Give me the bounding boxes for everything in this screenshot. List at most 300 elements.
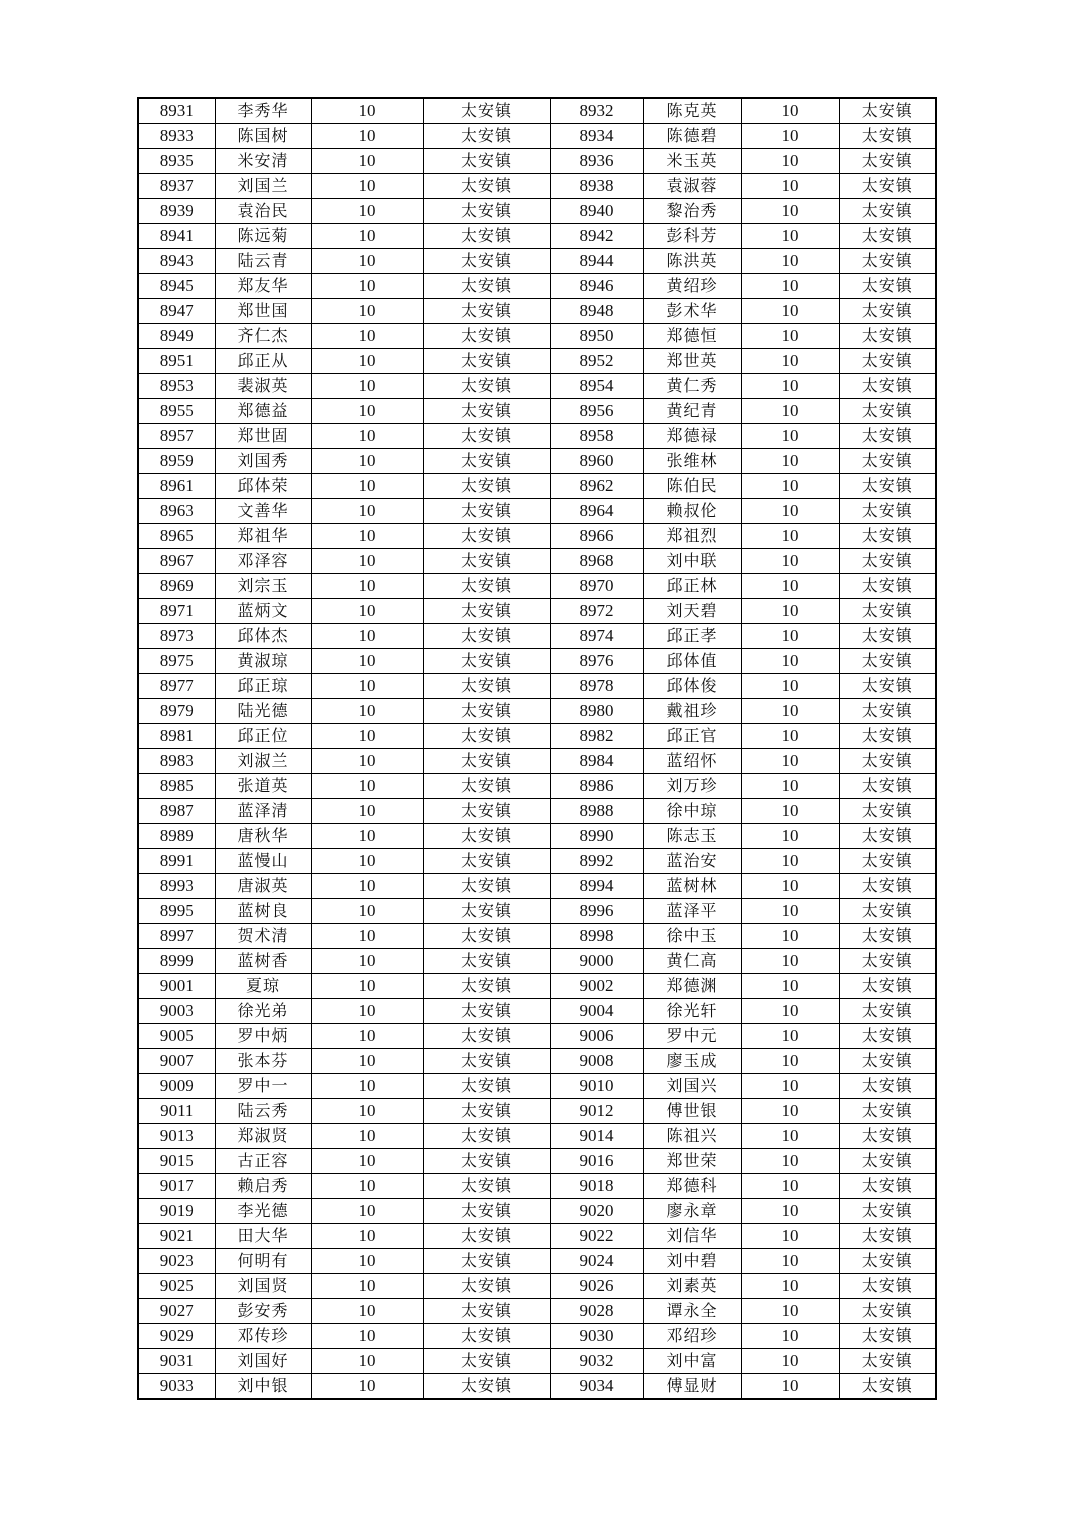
person-name-cell: 袁淑蓉 bbox=[643, 174, 741, 199]
town-name-cell: 太安镇 bbox=[423, 399, 550, 424]
amount-cell: 10 bbox=[311, 449, 423, 474]
amount-cell: 10 bbox=[311, 349, 423, 374]
town-name-cell: 太安镇 bbox=[839, 924, 936, 949]
record-id-cell: 8965 bbox=[138, 524, 215, 549]
record-id-cell: 9014 bbox=[550, 1124, 643, 1149]
table-row bbox=[138, 999, 936, 1024]
record-id-cell: 8931 bbox=[138, 98, 215, 124]
table-row bbox=[138, 724, 936, 749]
town-name-cell: 太安镇 bbox=[839, 849, 936, 874]
amount-cell: 10 bbox=[741, 974, 839, 999]
person-name-cell: 罗中一 bbox=[215, 1074, 311, 1099]
person-name-cell: 蓝绍怀 bbox=[643, 749, 741, 774]
table-row bbox=[138, 274, 936, 299]
town-name-cell: 太安镇 bbox=[839, 824, 936, 849]
town-name-cell: 太安镇 bbox=[839, 1174, 936, 1199]
town-name-cell: 太安镇 bbox=[839, 149, 936, 174]
table-row bbox=[138, 174, 936, 199]
person-name-cell: 郑世荣 bbox=[643, 1149, 741, 1174]
town-name-cell: 太安镇 bbox=[839, 624, 936, 649]
person-name-cell: 张维林 bbox=[643, 449, 741, 474]
table-row bbox=[138, 474, 936, 499]
amount-cell: 10 bbox=[311, 199, 423, 224]
table-row bbox=[138, 774, 936, 799]
town-name-cell: 太安镇 bbox=[839, 699, 936, 724]
amount-cell: 10 bbox=[311, 1199, 423, 1224]
record-id-cell: 8971 bbox=[138, 599, 215, 624]
record-id-cell: 8959 bbox=[138, 449, 215, 474]
person-name-cell: 邱体俊 bbox=[643, 674, 741, 699]
person-name-cell: 罗中炳 bbox=[215, 1024, 311, 1049]
table-row bbox=[138, 599, 936, 624]
town-name-cell: 太安镇 bbox=[839, 1024, 936, 1049]
record-id-cell: 8980 bbox=[550, 699, 643, 724]
person-name-cell: 黄仁秀 bbox=[643, 374, 741, 399]
person-name-cell: 罗中元 bbox=[643, 1024, 741, 1049]
record-id-cell: 8988 bbox=[550, 799, 643, 824]
record-id-cell: 8932 bbox=[550, 98, 643, 124]
table-row bbox=[138, 224, 936, 249]
amount-cell: 10 bbox=[741, 1374, 839, 1400]
person-name-cell: 黄仁高 bbox=[643, 949, 741, 974]
amount-cell: 10 bbox=[311, 424, 423, 449]
person-name-cell: 裴淑英 bbox=[215, 374, 311, 399]
amount-cell: 10 bbox=[741, 174, 839, 199]
person-name-cell: 刘国秀 bbox=[215, 449, 311, 474]
record-id-cell: 8995 bbox=[138, 899, 215, 924]
amount-cell: 10 bbox=[741, 299, 839, 324]
record-id-cell: 8954 bbox=[550, 374, 643, 399]
town-name-cell: 太安镇 bbox=[839, 1299, 936, 1324]
town-name-cell: 太安镇 bbox=[423, 1099, 550, 1124]
record-id-cell: 8992 bbox=[550, 849, 643, 874]
record-id-cell: 9025 bbox=[138, 1274, 215, 1299]
amount-cell: 10 bbox=[311, 399, 423, 424]
person-name-cell: 陈祖兴 bbox=[643, 1124, 741, 1149]
person-name-cell: 蓝泽清 bbox=[215, 799, 311, 824]
person-name-cell: 谭永全 bbox=[643, 1299, 741, 1324]
person-name-cell: 郑淑贤 bbox=[215, 1124, 311, 1149]
record-id-cell: 8948 bbox=[550, 299, 643, 324]
person-name-cell: 陈国树 bbox=[215, 124, 311, 149]
table-row bbox=[138, 1374, 936, 1400]
amount-cell: 10 bbox=[741, 124, 839, 149]
town-name-cell: 太安镇 bbox=[423, 524, 550, 549]
record-id-cell: 8998 bbox=[550, 924, 643, 949]
record-id-cell: 8982 bbox=[550, 724, 643, 749]
record-id-cell: 8969 bbox=[138, 574, 215, 599]
amount-cell: 10 bbox=[311, 299, 423, 324]
amount-cell: 10 bbox=[741, 799, 839, 824]
person-name-cell: 郑世英 bbox=[643, 349, 741, 374]
town-name-cell: 太安镇 bbox=[423, 774, 550, 799]
town-name-cell: 太安镇 bbox=[839, 974, 936, 999]
town-name-cell: 太安镇 bbox=[423, 699, 550, 724]
amount-cell: 10 bbox=[311, 699, 423, 724]
town-name-cell: 太安镇 bbox=[839, 674, 936, 699]
person-name-cell: 李秀华 bbox=[215, 98, 311, 124]
record-id-cell: 8936 bbox=[550, 149, 643, 174]
record-id-cell: 8940 bbox=[550, 199, 643, 224]
amount-cell: 10 bbox=[311, 274, 423, 299]
table-row bbox=[138, 1124, 936, 1149]
amount-cell: 10 bbox=[311, 899, 423, 924]
town-name-cell: 太安镇 bbox=[839, 799, 936, 824]
amount-cell: 10 bbox=[311, 499, 423, 524]
person-name-cell: 邱正孝 bbox=[643, 624, 741, 649]
town-name-cell: 太安镇 bbox=[839, 1374, 936, 1400]
amount-cell: 10 bbox=[741, 724, 839, 749]
person-name-cell: 刘国兴 bbox=[643, 1074, 741, 1099]
town-name-cell: 太安镇 bbox=[423, 1199, 550, 1224]
person-name-cell: 田大华 bbox=[215, 1224, 311, 1249]
record-id-cell: 8970 bbox=[550, 574, 643, 599]
town-name-cell: 太安镇 bbox=[839, 299, 936, 324]
table-row bbox=[138, 674, 936, 699]
town-name-cell: 太安镇 bbox=[423, 224, 550, 249]
amount-cell: 10 bbox=[741, 199, 839, 224]
record-id-cell: 8935 bbox=[138, 149, 215, 174]
person-name-cell: 郑德恒 bbox=[643, 324, 741, 349]
amount-cell: 10 bbox=[311, 849, 423, 874]
record-id-cell: 9034 bbox=[550, 1374, 643, 1400]
table-row bbox=[138, 1099, 936, 1124]
person-name-cell: 邓泽容 bbox=[215, 549, 311, 574]
table-row bbox=[138, 549, 936, 574]
person-name-cell: 李光德 bbox=[215, 1199, 311, 1224]
person-name-cell: 齐仁杰 bbox=[215, 324, 311, 349]
town-name-cell: 太安镇 bbox=[423, 174, 550, 199]
amount-cell: 10 bbox=[311, 799, 423, 824]
amount-cell: 10 bbox=[311, 624, 423, 649]
town-name-cell: 太安镇 bbox=[423, 1049, 550, 1074]
amount-cell: 10 bbox=[311, 1224, 423, 1249]
record-id-cell: 8974 bbox=[550, 624, 643, 649]
record-id-cell: 8960 bbox=[550, 449, 643, 474]
person-name-cell: 邱体值 bbox=[643, 649, 741, 674]
person-name-cell: 郑德渊 bbox=[643, 974, 741, 999]
record-id-cell: 9024 bbox=[550, 1249, 643, 1274]
person-name-cell: 邱正林 bbox=[643, 574, 741, 599]
record-id-cell: 8999 bbox=[138, 949, 215, 974]
amount-cell: 10 bbox=[741, 1124, 839, 1149]
town-name-cell: 太安镇 bbox=[423, 274, 550, 299]
person-name-cell: 徐中玉 bbox=[643, 924, 741, 949]
town-name-cell: 太安镇 bbox=[839, 349, 936, 374]
person-name-cell: 陈伯民 bbox=[643, 474, 741, 499]
record-id-cell: 8989 bbox=[138, 824, 215, 849]
amount-cell: 10 bbox=[741, 524, 839, 549]
table-row bbox=[138, 924, 936, 949]
amount-cell: 10 bbox=[741, 699, 839, 724]
person-name-cell: 邱体杰 bbox=[215, 624, 311, 649]
person-name-cell: 黎治秀 bbox=[643, 199, 741, 224]
table-row bbox=[138, 374, 936, 399]
record-id-cell: 8961 bbox=[138, 474, 215, 499]
town-name-cell: 太安镇 bbox=[839, 1199, 936, 1224]
town-name-cell: 太安镇 bbox=[839, 1074, 936, 1099]
town-name-cell: 太安镇 bbox=[423, 1249, 550, 1274]
town-name-cell: 太安镇 bbox=[839, 374, 936, 399]
amount-cell: 10 bbox=[741, 1224, 839, 1249]
town-name-cell: 太安镇 bbox=[423, 824, 550, 849]
record-id-cell: 8975 bbox=[138, 649, 215, 674]
amount-cell: 10 bbox=[741, 1274, 839, 1299]
person-name-cell: 邱正从 bbox=[215, 349, 311, 374]
town-name-cell: 太安镇 bbox=[839, 98, 936, 124]
record-id-cell: 9016 bbox=[550, 1149, 643, 1174]
amount-cell: 10 bbox=[741, 1024, 839, 1049]
person-name-cell: 蓝炳文 bbox=[215, 599, 311, 624]
amount-cell: 10 bbox=[311, 949, 423, 974]
person-name-cell: 彭科芳 bbox=[643, 224, 741, 249]
amount-cell: 10 bbox=[741, 999, 839, 1024]
record-id-cell: 8942 bbox=[550, 224, 643, 249]
town-name-cell: 太安镇 bbox=[839, 399, 936, 424]
table-row bbox=[138, 624, 936, 649]
person-name-cell: 蓝治安 bbox=[643, 849, 741, 874]
town-name-cell: 太安镇 bbox=[423, 1224, 550, 1249]
town-name-cell: 太安镇 bbox=[423, 299, 550, 324]
record-id-cell: 9006 bbox=[550, 1024, 643, 1049]
town-name-cell: 太安镇 bbox=[423, 924, 550, 949]
roster-table bbox=[137, 97, 937, 1400]
amount-cell: 10 bbox=[741, 874, 839, 899]
amount-cell: 10 bbox=[741, 924, 839, 949]
record-id-cell: 8949 bbox=[138, 324, 215, 349]
person-name-cell: 邓绍珍 bbox=[643, 1324, 741, 1349]
record-id-cell: 9001 bbox=[138, 974, 215, 999]
person-name-cell: 文善华 bbox=[215, 499, 311, 524]
amount-cell: 10 bbox=[311, 824, 423, 849]
table-row bbox=[138, 749, 936, 774]
record-id-cell: 8962 bbox=[550, 474, 643, 499]
person-name-cell: 刘中银 bbox=[215, 1374, 311, 1400]
roster-body bbox=[138, 98, 936, 1399]
table-row bbox=[138, 499, 936, 524]
table-row bbox=[138, 324, 936, 349]
table-row bbox=[138, 449, 936, 474]
record-id-cell: 8993 bbox=[138, 874, 215, 899]
town-name-cell: 太安镇 bbox=[423, 1324, 550, 1349]
person-name-cell: 陈远菊 bbox=[215, 224, 311, 249]
table-row bbox=[138, 199, 936, 224]
person-name-cell: 徐光弟 bbox=[215, 999, 311, 1024]
record-id-cell: 8991 bbox=[138, 849, 215, 874]
record-id-cell: 8947 bbox=[138, 299, 215, 324]
record-id-cell: 8958 bbox=[550, 424, 643, 449]
table-row bbox=[138, 299, 936, 324]
person-name-cell: 米玉英 bbox=[643, 149, 741, 174]
person-name-cell: 黄纪青 bbox=[643, 399, 741, 424]
table-row bbox=[138, 399, 936, 424]
record-id-cell: 8952 bbox=[550, 349, 643, 374]
record-id-cell: 9026 bbox=[550, 1274, 643, 1299]
table-row bbox=[138, 1249, 936, 1274]
record-id-cell: 8963 bbox=[138, 499, 215, 524]
amount-cell: 10 bbox=[741, 599, 839, 624]
person-name-cell: 郑德科 bbox=[643, 1174, 741, 1199]
person-name-cell: 夏琼 bbox=[215, 974, 311, 999]
amount-cell: 10 bbox=[311, 1174, 423, 1199]
table-row bbox=[138, 874, 936, 899]
town-name-cell: 太安镇 bbox=[423, 1349, 550, 1374]
record-id-cell: 8946 bbox=[550, 274, 643, 299]
table-row bbox=[138, 1274, 936, 1299]
record-id-cell: 8986 bbox=[550, 774, 643, 799]
person-name-cell: 唐淑英 bbox=[215, 874, 311, 899]
town-name-cell: 太安镇 bbox=[839, 449, 936, 474]
table-row bbox=[138, 824, 936, 849]
person-name-cell: 戴祖珍 bbox=[643, 699, 741, 724]
town-name-cell: 太安镇 bbox=[423, 424, 550, 449]
amount-cell: 10 bbox=[741, 549, 839, 574]
town-name-cell: 太安镇 bbox=[839, 649, 936, 674]
town-name-cell: 太安镇 bbox=[423, 324, 550, 349]
person-name-cell: 蓝树林 bbox=[643, 874, 741, 899]
amount-cell: 10 bbox=[741, 1249, 839, 1274]
amount-cell: 10 bbox=[311, 1124, 423, 1149]
town-name-cell: 太安镇 bbox=[839, 1349, 936, 1374]
town-name-cell: 太安镇 bbox=[839, 124, 936, 149]
amount-cell: 10 bbox=[311, 1149, 423, 1174]
record-id-cell: 8966 bbox=[550, 524, 643, 549]
amount-cell: 10 bbox=[741, 774, 839, 799]
table-row bbox=[138, 124, 936, 149]
amount-cell: 10 bbox=[741, 1174, 839, 1199]
town-name-cell: 太安镇 bbox=[423, 674, 550, 699]
town-name-cell: 太安镇 bbox=[423, 499, 550, 524]
person-name-cell: 赖叔伦 bbox=[643, 499, 741, 524]
amount-cell: 10 bbox=[311, 874, 423, 899]
town-name-cell: 太安镇 bbox=[423, 1149, 550, 1174]
table-row bbox=[138, 1324, 936, 1349]
record-id-cell: 8968 bbox=[550, 549, 643, 574]
amount-cell: 10 bbox=[311, 149, 423, 174]
town-name-cell: 太安镇 bbox=[423, 799, 550, 824]
person-name-cell: 彭安秀 bbox=[215, 1299, 311, 1324]
amount-cell: 10 bbox=[311, 724, 423, 749]
town-name-cell: 太安镇 bbox=[423, 349, 550, 374]
amount-cell: 10 bbox=[741, 624, 839, 649]
record-id-cell: 9013 bbox=[138, 1124, 215, 1149]
record-id-cell: 8956 bbox=[550, 399, 643, 424]
amount-cell: 10 bbox=[741, 349, 839, 374]
table-row bbox=[138, 149, 936, 174]
record-id-cell: 8987 bbox=[138, 799, 215, 824]
person-name-cell: 刘天碧 bbox=[643, 599, 741, 624]
person-name-cell: 陈洪英 bbox=[643, 249, 741, 274]
table-row bbox=[138, 1024, 936, 1049]
record-id-cell: 9027 bbox=[138, 1299, 215, 1324]
person-name-cell: 郑德益 bbox=[215, 399, 311, 424]
town-name-cell: 太安镇 bbox=[839, 899, 936, 924]
person-name-cell: 郑祖烈 bbox=[643, 524, 741, 549]
amount-cell: 10 bbox=[311, 1299, 423, 1324]
amount-cell: 10 bbox=[741, 499, 839, 524]
record-id-cell: 9007 bbox=[138, 1049, 215, 1074]
amount-cell: 10 bbox=[741, 1199, 839, 1224]
amount-cell: 10 bbox=[311, 774, 423, 799]
amount-cell: 10 bbox=[311, 1024, 423, 1049]
person-name-cell: 刘万珍 bbox=[643, 774, 741, 799]
person-name-cell: 古正容 bbox=[215, 1149, 311, 1174]
amount-cell: 10 bbox=[741, 449, 839, 474]
table-row bbox=[138, 1074, 936, 1099]
amount-cell: 10 bbox=[741, 224, 839, 249]
record-id-cell: 8937 bbox=[138, 174, 215, 199]
town-name-cell: 太安镇 bbox=[423, 98, 550, 124]
record-id-cell: 8945 bbox=[138, 274, 215, 299]
town-name-cell: 太安镇 bbox=[839, 999, 936, 1024]
record-id-cell: 8990 bbox=[550, 824, 643, 849]
amount-cell: 10 bbox=[311, 1374, 423, 1400]
record-id-cell: 8950 bbox=[550, 324, 643, 349]
amount-cell: 10 bbox=[741, 949, 839, 974]
table-row bbox=[138, 699, 936, 724]
amount-cell: 10 bbox=[311, 924, 423, 949]
town-name-cell: 太安镇 bbox=[839, 249, 936, 274]
amount-cell: 10 bbox=[311, 1099, 423, 1124]
town-name-cell: 太安镇 bbox=[423, 849, 550, 874]
person-name-cell: 邱正琼 bbox=[215, 674, 311, 699]
record-id-cell: 9029 bbox=[138, 1324, 215, 1349]
town-name-cell: 太安镇 bbox=[423, 199, 550, 224]
town-name-cell: 太安镇 bbox=[839, 724, 936, 749]
town-name-cell: 太安镇 bbox=[839, 749, 936, 774]
town-name-cell: 太安镇 bbox=[839, 524, 936, 549]
record-id-cell: 9012 bbox=[550, 1099, 643, 1124]
town-name-cell: 太安镇 bbox=[839, 1249, 936, 1274]
amount-cell: 10 bbox=[311, 474, 423, 499]
town-name-cell: 太安镇 bbox=[839, 499, 936, 524]
record-id-cell: 9008 bbox=[550, 1049, 643, 1074]
amount-cell: 10 bbox=[741, 274, 839, 299]
record-id-cell: 8933 bbox=[138, 124, 215, 149]
amount-cell: 10 bbox=[741, 849, 839, 874]
town-name-cell: 太安镇 bbox=[423, 974, 550, 999]
table-row bbox=[138, 1049, 936, 1074]
table-row bbox=[138, 949, 936, 974]
amount-cell: 10 bbox=[741, 1324, 839, 1349]
amount-cell: 10 bbox=[311, 124, 423, 149]
town-name-cell: 太安镇 bbox=[423, 574, 550, 599]
amount-cell: 10 bbox=[741, 1074, 839, 1099]
town-name-cell: 太安镇 bbox=[839, 1124, 936, 1149]
person-name-cell: 陆云青 bbox=[215, 249, 311, 274]
table-row bbox=[138, 424, 936, 449]
town-name-cell: 太安镇 bbox=[423, 549, 550, 574]
town-name-cell: 太安镇 bbox=[839, 224, 936, 249]
amount-cell: 10 bbox=[741, 1099, 839, 1124]
person-name-cell: 邱体荣 bbox=[215, 474, 311, 499]
amount-cell: 10 bbox=[741, 574, 839, 599]
town-name-cell: 太安镇 bbox=[423, 1024, 550, 1049]
person-name-cell: 徐中琼 bbox=[643, 799, 741, 824]
person-name-cell: 徐光轩 bbox=[643, 999, 741, 1024]
person-name-cell: 刘宗玉 bbox=[215, 574, 311, 599]
town-name-cell: 太安镇 bbox=[423, 899, 550, 924]
record-id-cell: 9015 bbox=[138, 1149, 215, 1174]
person-name-cell: 郑德禄 bbox=[643, 424, 741, 449]
person-name-cell: 陆光德 bbox=[215, 699, 311, 724]
record-id-cell: 9028 bbox=[550, 1299, 643, 1324]
person-name-cell: 赖启秀 bbox=[215, 1174, 311, 1199]
table-row bbox=[138, 574, 936, 599]
town-name-cell: 太安镇 bbox=[423, 599, 550, 624]
amount-cell: 10 bbox=[311, 999, 423, 1024]
record-id-cell: 9030 bbox=[550, 1324, 643, 1349]
